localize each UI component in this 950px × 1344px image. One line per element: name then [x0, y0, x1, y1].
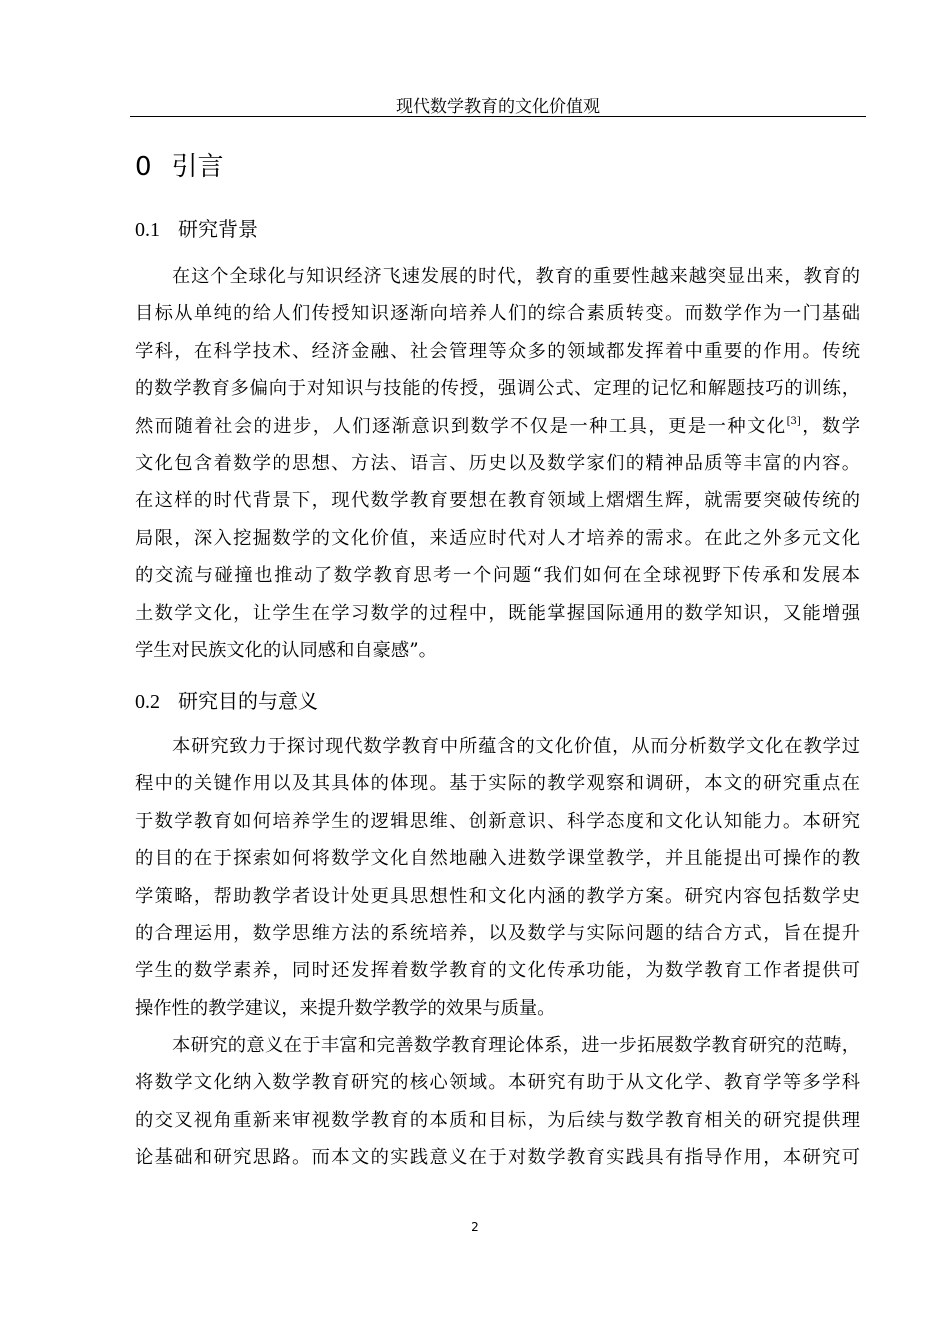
- text-line: [135, 952, 860, 989]
- line-text: 程中的关键作用以及其具体的体现。基于实际的教学观察和调研，本文的研究重点在: [135, 773, 860, 795]
- line-text: 土数学文化，让学生在学习数学的过程中，既能掌握国际通用的数学知识，又能增强: [135, 602, 860, 624]
- text-line: [135, 595, 860, 632]
- line-text: 目标从单纯的给人们传授知识逐渐向培养人们的综合素质转变。而数学作为一门基础: [135, 303, 860, 325]
- text-line: [135, 370, 860, 407]
- line-text: 论基础和研究思路。而本文的实践意义在于对数学教育实践具有指导作用，本研究可: [135, 1147, 860, 1169]
- text-line: [135, 482, 860, 519]
- line-text: 的合理运用，数学思维方法的系统培养，以及数学与实际问题的结合方式，旨在提升: [135, 922, 860, 944]
- line-text: 在这个全球化与知识经济飞速发展的时代，教育的重要性越来越突显出来，教育的: [172, 266, 860, 287]
- line-text: 将数学文化纳入数学教育研究的核心领域。本研究有助于从文化学、教育学等多学科: [135, 1072, 860, 1094]
- text-line: [135, 878, 860, 915]
- chapter-heading: [135, 146, 224, 183]
- text-line: [135, 840, 860, 877]
- header-rule: [130, 116, 866, 117]
- line-text: 操作性的教学建议，来提升数学教学的效果与质量。: [135, 997, 556, 1019]
- text-line: [135, 632, 860, 669]
- section-heading-0-1: [135, 213, 258, 242]
- line-text: 学生的数学素养，同时还发挥着数学教育的文化传承功能，为数学教育工作者提供可: [135, 960, 860, 982]
- paragraph: [135, 258, 860, 669]
- line-text: 的目的在于探索如何将数学文化自然地融入进数学课堂教学，并且能提出可操作的教: [135, 848, 860, 870]
- line-text: 局限，深入挖掘数学的文化价值，来适应时代对人才培养的需求。在此之外多元文化: [135, 527, 860, 549]
- line-text: 文化包含着数学的思想、方法、语言、历史以及数学家们的精神品质等丰富的内容。: [135, 452, 860, 474]
- text-line: [135, 258, 860, 295]
- paragraph: [135, 728, 860, 1027]
- text-line: [135, 765, 860, 802]
- text-line: [135, 915, 860, 952]
- text-line: [135, 1102, 860, 1139]
- line-text: 学策略，帮助教学者设计处更具思想性和文化内涵的教学方案。研究内容包括数学史: [135, 885, 860, 907]
- section-number: 0.2: [135, 691, 160, 713]
- paragraph: [135, 1027, 860, 1177]
- line-text: 在这样的时代背景下，现代数学教育要想在教育领域上熠熠生辉，就需要突破传统的: [135, 490, 860, 512]
- text-line: [135, 990, 860, 1027]
- section-number: 0.1: [135, 219, 160, 241]
- text-line: [135, 408, 860, 445]
- line-text: 学科，在科学技术、经济金融、社会管理等众多的领域都发挥着中重要的作用。传统: [135, 340, 860, 362]
- text-line: [135, 1027, 860, 1064]
- chapter-title: 引言: [171, 152, 224, 182]
- line-text: 的交叉视角重新来审视数学教育的本质和目标，为后续与数学教育相关的研究提供理: [135, 1109, 860, 1131]
- citation-reference[interactable]: [3]: [786, 415, 801, 427]
- text-line: [135, 557, 860, 594]
- text-line: [135, 803, 860, 840]
- text-line: [135, 445, 860, 482]
- line-text: 学生对民族文化的认同感和自豪感”。: [135, 639, 437, 661]
- page-number: 2: [471, 1220, 479, 1234]
- line-text: 本研究的意义在于丰富和完善数学教育理论体系，进一步拓展数学教育研究的范畴，: [172, 1035, 860, 1056]
- section-title: 研究目的与意义: [178, 689, 318, 713]
- text-line: [135, 520, 860, 557]
- section-title: 研究背景: [178, 217, 258, 241]
- section-heading-0-2: [135, 685, 318, 714]
- chapter-number: 0: [135, 152, 152, 182]
- text-line: [135, 1064, 860, 1101]
- line-text: 本研究致力于探讨现代数学教育中所蕴含的文化价值，从而分析数学文化在教学过: [172, 736, 860, 757]
- line-text: 的数学教育多偏向于对知识与技能的传授，强调公式、定理的记忆和解题技巧的训练，: [135, 378, 860, 400]
- text-line: [135, 295, 860, 332]
- text-line: [135, 728, 860, 765]
- line-text: ，数学: [800, 415, 861, 437]
- line-text: 于数学教育如何培养学生的逻辑思维、创新意识、科学态度和文化认知能力。本研究: [135, 810, 860, 832]
- running-header: 现代数学教育的文化价值观: [396, 97, 600, 117]
- text-line: [135, 333, 860, 370]
- line-text: 然而随着社会的进步，人们逐渐意识到数学不仅是一种工具，更是一种文化: [135, 415, 787, 437]
- text-line: [135, 1139, 860, 1176]
- line-text: 的交流与碰撞也推动了数学教育思考一个问题“我们如何在全球视野下传承和发展本: [135, 565, 860, 587]
